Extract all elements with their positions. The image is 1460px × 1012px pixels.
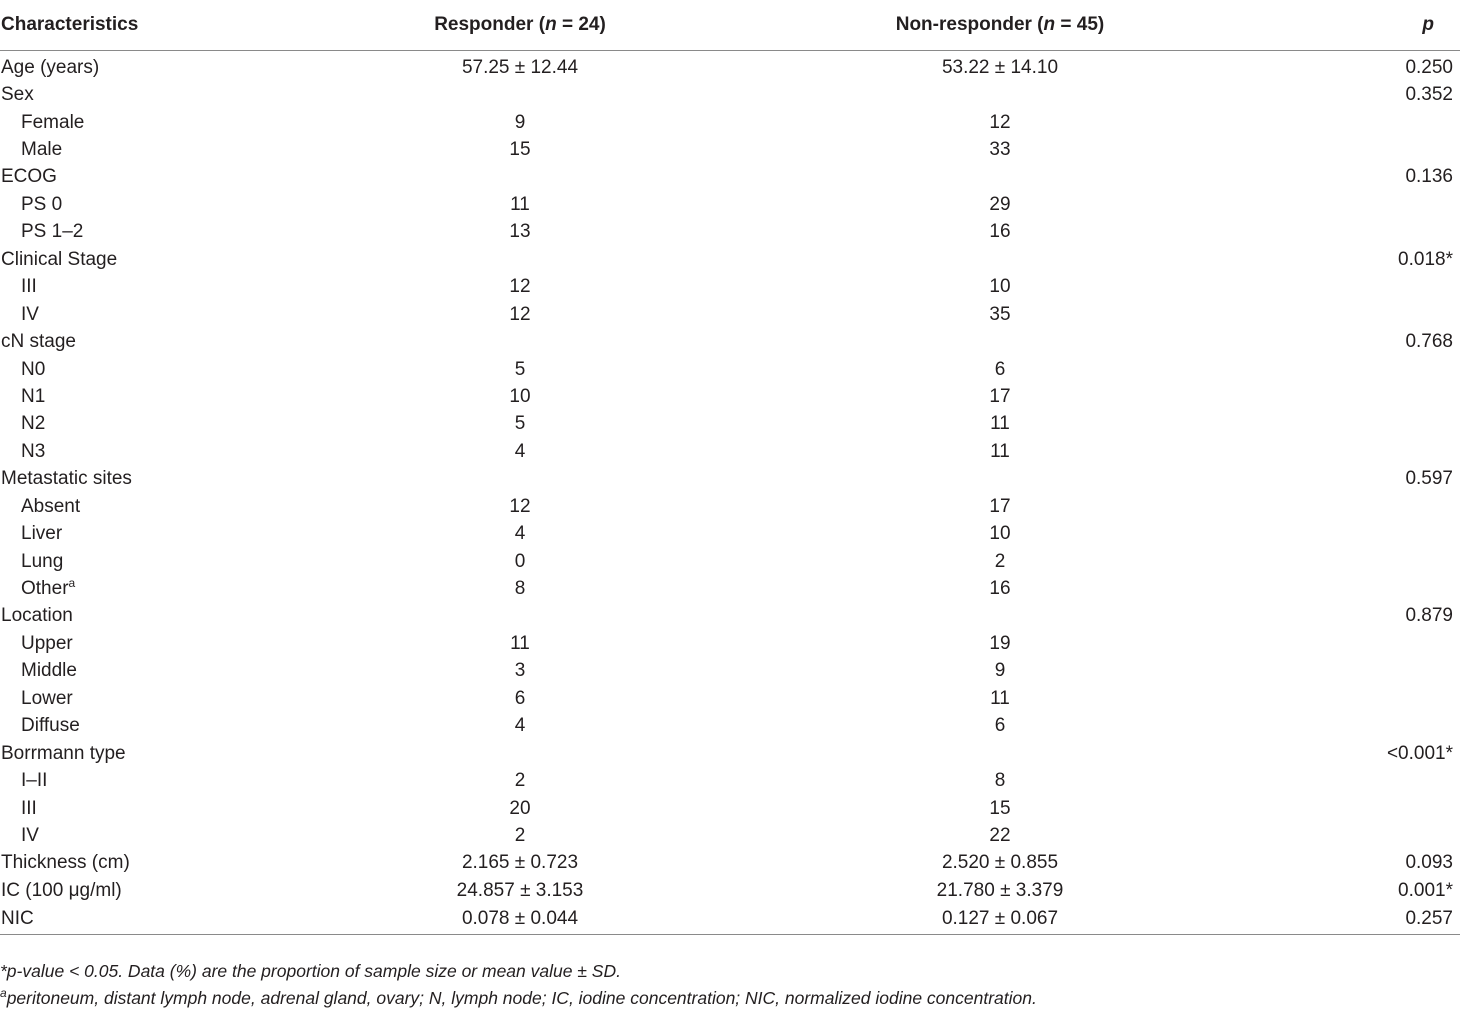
table-row (0, 219, 1460, 246)
cell-nonresponder: 15 (989, 797, 1011, 819)
cell-nonresponder (710, 466, 1290, 493)
cell-nonresponder: 16 (989, 578, 1011, 600)
cell-characteristic: Borrmann type (1, 742, 126, 764)
table-row (0, 191, 1460, 218)
table-row (0, 905, 1460, 935)
cell-characteristic: Other$^a$ (21, 576, 76, 600)
cell-characteristic: N3 (21, 440, 46, 462)
footnote-significance: *p-value < 0.05. Data (%) are the proportion of sample size or mean value ± SD. (0, 961, 621, 981)
table-row (0, 466, 1460, 493)
cell-nonresponder: 12 (989, 111, 1011, 133)
table-row (0, 713, 1460, 740)
header-characteristics: Characteristics (0, 0, 330, 51)
cell-characteristic: IV (21, 824, 39, 846)
cell-p-value (1290, 575, 1460, 602)
cell-p-value: 0.879 (1405, 605, 1453, 627)
table-row (0, 301, 1460, 328)
table-row (0, 164, 1460, 191)
cell-responder: 12 (509, 495, 531, 517)
cell-characteristic: N0 (21, 358, 46, 380)
cell-responder: 9 (514, 111, 526, 133)
cell-responder: 4 (514, 440, 526, 462)
cell-characteristic: Upper (21, 632, 73, 654)
table-row (0, 520, 1460, 547)
table-row (0, 438, 1460, 465)
cell-nonresponder (710, 740, 1290, 767)
cell-p-value (1290, 109, 1460, 136)
cell-nonresponder: 11 (990, 440, 1010, 462)
cell-responder: 15 (509, 139, 531, 161)
table-row (0, 740, 1460, 767)
cell-nonresponder: 0.127 ± 0.067 (710, 905, 1290, 935)
cell-p-value: 0.768 (1405, 331, 1453, 353)
header-responder-suffix: = 24) (556, 14, 606, 35)
cell-p-value (1290, 219, 1460, 246)
cell-characteristic: Middle (21, 660, 77, 682)
cell-p-value (1290, 383, 1460, 410)
cell-p-value (1290, 658, 1460, 685)
header-nonresponder-suffix: = 45) (1055, 14, 1105, 35)
table-row (0, 575, 1460, 602)
cell-p-value (1290, 520, 1460, 547)
cell-nonresponder (710, 328, 1290, 355)
cell-characteristic: III (21, 797, 37, 819)
cell-characteristic: Lung (21, 550, 64, 572)
table-header-row (0, 0, 1460, 51)
header-p-label: p (1422, 14, 1434, 35)
cell-p-value (1290, 630, 1460, 657)
table-row (0, 328, 1460, 355)
cell-responder (330, 466, 710, 493)
cell-p-value (1290, 274, 1460, 301)
table-row (0, 246, 1460, 273)
cell-nonresponder: 17 (989, 495, 1011, 517)
table-row (0, 51, 1460, 82)
cell-characteristic: I–II (21, 770, 48, 792)
cell-p-value: 0.597 (1405, 468, 1453, 490)
cell-nonresponder (710, 164, 1290, 191)
table-row (0, 685, 1460, 712)
cell-p-value: 0.136 (1405, 166, 1453, 188)
cell-responder (330, 246, 710, 273)
cell-characteristic: NIC (0, 905, 330, 935)
cell-p-value (1290, 822, 1460, 849)
cell-p-value (1290, 191, 1460, 218)
cell-characteristic: IC (100 μg/ml) (1, 879, 122, 901)
header-responder-prefix: Responder ( (434, 14, 546, 35)
cell-responder: 24.857 ± 3.153 (456, 879, 584, 901)
cell-nonresponder: 8 (994, 770, 1006, 792)
cell-p-value (1290, 301, 1460, 328)
cell-responder: 0.078 ± 0.044 (330, 905, 710, 935)
cell-p-value: 0.018* (1398, 248, 1453, 270)
cell-responder: 5 (514, 413, 526, 435)
cell-nonresponder: 11 (990, 687, 1010, 709)
table-row (0, 795, 1460, 822)
table-row (0, 383, 1460, 410)
table-row (0, 356, 1460, 383)
cell-p-value (1290, 493, 1460, 520)
cell-p-value (1290, 411, 1460, 438)
cell-responder: 13 (509, 221, 531, 243)
cell-nonresponder: 6 (994, 715, 1006, 737)
cell-p-value (1290, 795, 1460, 822)
header-nonresponder-prefix: Non-responder ( (895, 14, 1044, 35)
cell-responder: 2 (514, 770, 526, 792)
cell-characteristic: IV (21, 303, 39, 325)
cell-nonresponder: 21.780 ± 3.379 (936, 879, 1064, 901)
table-row (0, 548, 1460, 575)
cell-p-value (1290, 438, 1460, 465)
cell-characteristic: N2 (21, 413, 46, 435)
cell-characteristic: Location (1, 605, 73, 627)
footnote-sup-a: a (0, 986, 7, 1000)
cell-responder: 11 (510, 193, 530, 215)
cell-characteristic: Metastatic sites (1, 468, 132, 490)
footnote-abbreviations-text: peritoneum, distant lymph node, adrenal gland, ovary; N, lymph node; IC, iodine concentration; NIC, normalized iodine concentration. (6, 988, 1037, 1008)
cell-responder: 4 (514, 715, 526, 737)
cell-responder (330, 81, 710, 108)
cell-p-value (1290, 356, 1460, 383)
table-row (0, 877, 1460, 904)
cell-nonresponder: 33 (989, 139, 1011, 161)
header-p-value (1290, 0, 1460, 51)
table-row (0, 274, 1460, 301)
cell-responder: 12 (509, 276, 531, 298)
cell-p-value (1290, 767, 1460, 794)
cell-nonresponder: 10 (989, 523, 1011, 545)
cell-responder (330, 740, 710, 767)
cell-characteristic: Thickness (cm) (1, 852, 130, 874)
cell-nonresponder (710, 246, 1290, 273)
cell-p-value (1290, 136, 1460, 163)
cell-characteristic: PS 1–2 (21, 221, 84, 243)
cell-responder: 0 (514, 550, 526, 572)
cell-p-value: <0.001* (1386, 742, 1453, 764)
cell-characteristic: Sex (1, 84, 34, 106)
cell-nonresponder: 53.22 ± 14.10 (941, 56, 1059, 78)
cell-nonresponder: 2.520 ± 0.855 (941, 852, 1059, 874)
cell-characteristic: Male (21, 139, 63, 161)
cell-responder (330, 603, 710, 630)
cell-p-value: 0.093 (1405, 852, 1453, 874)
cell-nonresponder (710, 603, 1290, 630)
table-row (0, 630, 1460, 657)
cell-characteristic: Lower (21, 687, 73, 709)
cell-characteristic: III (21, 276, 37, 298)
cell-nonresponder: 17 (989, 385, 1011, 407)
cell-nonresponder: 2 (994, 550, 1006, 572)
cell-p-value: 0.001* (1398, 879, 1453, 901)
cell-p-value: 0.250 (1405, 56, 1453, 78)
cell-responder: 4 (514, 523, 526, 545)
table-row (0, 850, 1460, 877)
cell-nonresponder: 6 (994, 358, 1006, 380)
cell-nonresponder: 22 (989, 824, 1011, 846)
table-row (0, 411, 1460, 438)
cell-characteristic: Female (21, 111, 85, 133)
cell-superscript: a (68, 576, 76, 591)
cell-characteristic: PS 0 (21, 193, 63, 215)
cell-responder: 11 (510, 632, 530, 654)
cell-nonresponder: 11 (990, 413, 1010, 435)
cell-characteristic: Clinical Stage (1, 248, 118, 270)
cell-nonresponder: 19 (989, 632, 1011, 654)
table-body (0, 51, 1460, 935)
cell-responder: 2 (514, 824, 526, 846)
cell-responder: 57.25 ± 12.44 (461, 56, 579, 78)
table-row (0, 81, 1460, 108)
header-nonresponder (710, 0, 1290, 51)
table-row (0, 493, 1460, 520)
cell-responder (330, 328, 710, 355)
table-row (0, 822, 1460, 849)
header-nonresponder-n: n (1043, 14, 1056, 35)
table-row (0, 136, 1460, 163)
cell-characteristic: cN stage (1, 331, 76, 353)
cell-p-value (1290, 548, 1460, 575)
cell-responder: 3 (514, 660, 526, 682)
cell-responder: 10 (509, 385, 531, 407)
header-responder (330, 0, 710, 51)
cell-responder: 8 (514, 578, 526, 600)
table-row (0, 658, 1460, 685)
cell-responder (330, 164, 710, 191)
cell-p-value (1290, 685, 1460, 712)
cell-responder: 2.165 ± 0.723 (461, 852, 579, 874)
table-row (0, 109, 1460, 136)
cell-characteristic: Liver (21, 523, 63, 545)
table-footnotes (0, 958, 1460, 1012)
cell-nonresponder: 9 (994, 660, 1006, 682)
cell-nonresponder: 16 (989, 221, 1011, 243)
cell-responder: 12 (509, 303, 531, 325)
cell-responder: 5 (514, 358, 526, 380)
cell-characteristic: N1 (21, 385, 46, 407)
cell-p-value: 0.257 (1290, 905, 1460, 935)
cell-p-value (1290, 713, 1460, 740)
cell-characteristic: Absent (21, 495, 81, 517)
table-row (0, 603, 1460, 630)
header-responder-n: n (545, 14, 557, 35)
cell-nonresponder: 35 (989, 303, 1011, 325)
cell-nonresponder: 29 (989, 193, 1011, 215)
cell-responder: 20 (509, 797, 531, 819)
cell-characteristic: Diffuse (21, 715, 80, 737)
cell-nonresponder: 10 (989, 276, 1011, 298)
cell-characteristic: Age (years) (1, 56, 100, 78)
cell-p-value: 0.352 (1405, 84, 1453, 106)
cell-responder: 6 (514, 687, 526, 709)
cell-characteristic: ECOG (1, 166, 57, 188)
cell-nonresponder (710, 81, 1290, 108)
table-row (0, 767, 1460, 794)
